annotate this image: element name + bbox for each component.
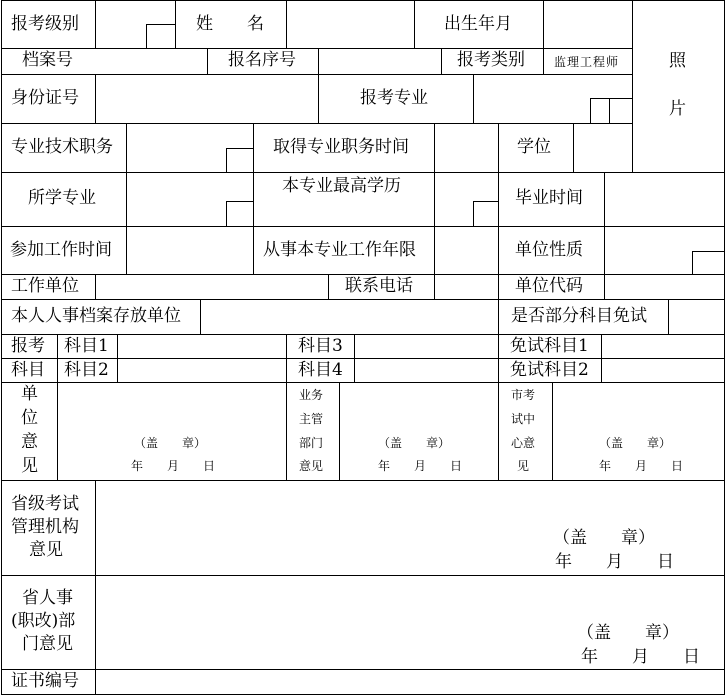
exempt-subject-1-label: 免试科目1 bbox=[510, 336, 589, 356]
checkbox-corner bbox=[609, 98, 633, 124]
grid-line bbox=[441, 48, 442, 74]
provincial-exam-opinion-label: 管理机构 bbox=[11, 517, 79, 537]
grid-line bbox=[1, 669, 725, 670]
grid-line bbox=[434, 123, 435, 226]
grid-line bbox=[126, 123, 127, 274]
birth-date-label: 出生年月 bbox=[444, 14, 512, 34]
city-opinion-label: 见 bbox=[517, 459, 530, 473]
grid-line bbox=[552, 382, 553, 480]
seal-label: （盖 章） bbox=[599, 436, 672, 450]
checkbox-corner bbox=[473, 201, 499, 227]
certificate-number-label: 证书编号 bbox=[11, 671, 79, 691]
unit-opinion-label: 见 bbox=[21, 456, 38, 476]
grid-line bbox=[339, 382, 340, 480]
grid-line bbox=[318, 74, 319, 123]
unit-opinion-label: 位 bbox=[21, 408, 38, 428]
dept-opinion-label: 主管 bbox=[299, 412, 324, 426]
unit-opinion-label: 单 bbox=[21, 384, 38, 404]
grid-line bbox=[207, 48, 208, 74]
grid-line bbox=[724, 0, 725, 695]
degree-label: 学位 bbox=[517, 137, 551, 157]
grid-line bbox=[95, 74, 96, 123]
exam-subjects-label: 报考 bbox=[11, 336, 45, 356]
work-unit-label: 工作单位 bbox=[11, 276, 79, 296]
date-label: 年 月 日 bbox=[581, 647, 700, 667]
grid-line bbox=[434, 274, 435, 299]
seal-label: （盖 章） bbox=[553, 528, 655, 548]
provincial-exam-opinion-label: 省级考试 bbox=[11, 494, 79, 514]
highest-education-label: 本专业最高学历 bbox=[282, 176, 401, 196]
grid-line bbox=[543, 0, 544, 48]
provincial-hr-opinion-label: 门意见 bbox=[22, 634, 73, 654]
provincial-exam-opinion-label: 意见 bbox=[29, 540, 63, 560]
grid-line bbox=[434, 226, 435, 274]
city-opinion-label: 心意 bbox=[511, 436, 536, 450]
grid-line bbox=[604, 172, 605, 299]
grid-line bbox=[498, 334, 499, 480]
subject-1-label: 科目1 bbox=[64, 336, 109, 356]
unit-opinion-label: 意 bbox=[21, 432, 38, 452]
grid-line bbox=[1, 0, 725, 1]
grid-line bbox=[473, 74, 474, 123]
subject-4-label: 科目4 bbox=[298, 360, 343, 380]
exam-major-label: 报考专业 bbox=[360, 88, 428, 108]
grid-line bbox=[498, 299, 499, 334]
date-label: 年 月 日 bbox=[378, 459, 463, 473]
city-opinion-label: 试中 bbox=[511, 412, 536, 426]
grid-line bbox=[328, 274, 329, 299]
seal-label: （盖 章） bbox=[378, 436, 451, 450]
grid-line bbox=[1, 123, 632, 124]
grid-line bbox=[1, 226, 725, 227]
grid-line bbox=[543, 48, 544, 74]
exam-category-value: 监理工程师 bbox=[554, 55, 620, 69]
grid-line bbox=[95, 274, 96, 299]
photo-label: 片 bbox=[669, 99, 686, 119]
city-opinion-label: 市考 bbox=[511, 388, 536, 402]
grid-line bbox=[1, 575, 725, 576]
subject-3-label: 科目3 bbox=[298, 336, 343, 356]
grid-line bbox=[286, 334, 287, 480]
grid-line bbox=[573, 123, 574, 172]
grid-line bbox=[57, 334, 58, 480]
grid-line bbox=[318, 48, 319, 74]
date-label: 年 月 日 bbox=[599, 459, 684, 473]
dept-opinion-label: 业务 bbox=[299, 388, 324, 402]
checkbox-corner bbox=[692, 251, 725, 275]
exempt-subject-2-label: 免试科目2 bbox=[510, 360, 589, 380]
grid-line bbox=[200, 299, 201, 334]
grid-line bbox=[414, 0, 415, 48]
grid-line bbox=[354, 334, 355, 382]
work-start-time-label: 参加工作时间 bbox=[10, 240, 112, 260]
contact-phone-label: 联系电话 bbox=[345, 276, 413, 296]
grid-line bbox=[1, 274, 725, 275]
dept-opinion-label: 部门 bbox=[299, 436, 324, 450]
exam-subjects-label: 科目 bbox=[11, 360, 45, 380]
photo-label: 照 bbox=[669, 51, 686, 71]
checkbox-corner bbox=[226, 201, 254, 227]
dept-opinion-label: 意见 bbox=[299, 459, 324, 473]
grid-line bbox=[601, 334, 602, 382]
grid-line bbox=[1, 48, 632, 49]
checkbox-corner bbox=[146, 24, 176, 49]
seal-label: （盖 章） bbox=[577, 623, 679, 643]
professional-title-label: 专业技术职务 bbox=[11, 137, 113, 157]
seal-label: （盖 章） bbox=[134, 436, 207, 450]
grid-line bbox=[1, 358, 725, 359]
grid-line bbox=[1, 694, 725, 695]
archive-unit-label: 本人人事档案存放单位 bbox=[11, 306, 181, 326]
title-obtained-time-label: 取得专业职务时间 bbox=[273, 137, 409, 157]
grid-line bbox=[1, 480, 725, 481]
grid-line bbox=[1, 0, 2, 695]
date-label: 年 月 日 bbox=[555, 552, 674, 572]
grid-line bbox=[117, 334, 118, 382]
grid-line bbox=[1, 382, 725, 383]
subject-2-label: 科目2 bbox=[64, 360, 109, 380]
partial-exemption-label: 是否部分科目免试 bbox=[511, 306, 647, 326]
grid-line bbox=[1, 299, 725, 300]
name-label: 姓 名 bbox=[196, 14, 264, 34]
provincial-hr-opinion-label: 省人事 bbox=[22, 588, 73, 608]
grid-line bbox=[95, 480, 96, 695]
exam-category-label: 报考类别 bbox=[457, 50, 525, 70]
grid-line bbox=[1, 334, 725, 335]
checkbox-corner bbox=[590, 98, 610, 124]
id-number-label: 身份证号 bbox=[11, 88, 79, 108]
major-studied-label: 所学专业 bbox=[28, 188, 96, 208]
exam-level-label: 报考级别 bbox=[11, 14, 79, 34]
grid-line bbox=[95, 0, 96, 48]
grid-line bbox=[286, 0, 287, 48]
years-in-major-label: 从事本专业工作年限 bbox=[263, 240, 416, 260]
grid-line bbox=[253, 123, 254, 274]
unit-code-label: 单位代码 bbox=[515, 276, 583, 296]
date-label: 年 月 日 bbox=[131, 459, 216, 473]
registration-number-label: 报名序号 bbox=[228, 50, 296, 70]
grid-line bbox=[632, 0, 633, 172]
provincial-hr-opinion-label: (职改)部 bbox=[11, 611, 76, 631]
unit-nature-label: 单位性质 bbox=[515, 240, 583, 260]
graduation-time-label: 毕业时间 bbox=[515, 188, 583, 208]
grid-line bbox=[1, 172, 725, 173]
file-number-label: 档案号 bbox=[22, 50, 73, 70]
grid-line bbox=[668, 299, 669, 334]
checkbox-corner bbox=[226, 148, 254, 173]
